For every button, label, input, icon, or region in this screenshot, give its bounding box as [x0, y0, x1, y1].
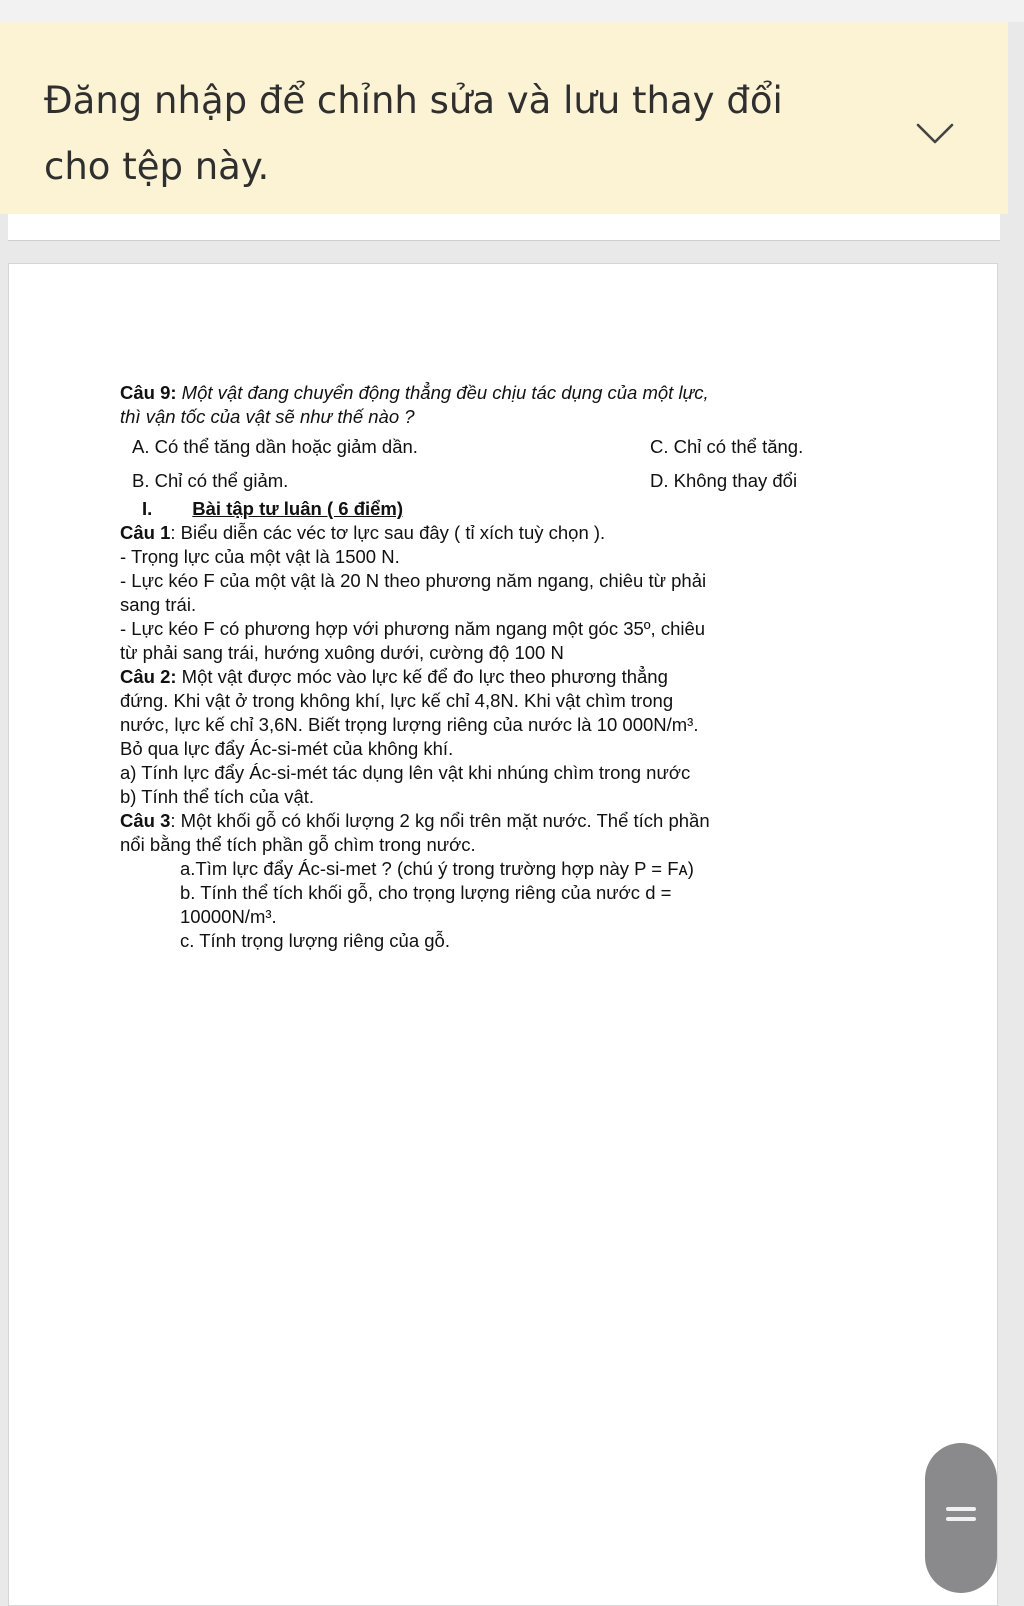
q9-line-1: [120, 381, 880, 405]
section-number: I.: [142, 498, 153, 519]
q9-option-b: B. Chỉ có thể giảm.: [132, 470, 289, 491]
chevron-down-icon[interactable]: [912, 118, 958, 148]
c2-line-5: a) Tính lực đẩy Ác-si-mét tác dụng lên vật khi nhúng chìm trong nước: [120, 762, 691, 783]
c3-item-a: a.Tìm lực đẩy Ác-si-met ? (chú ý trong trường hợp này P = Fᴀ): [180, 858, 694, 879]
q9-text-2: thì vận tốc của vật sẽ như thế nào ?: [120, 406, 415, 427]
scroll-handle[interactable]: [925, 1443, 997, 1593]
c3-line-1: [120, 809, 880, 833]
q9-options-row-2: [120, 463, 880, 497]
c1-heading: [120, 521, 880, 545]
login-banner[interactable]: [0, 22, 1008, 214]
c2-line-3: nước, lực kế chỉ 3,6N. Biết trọng lượng riêng của nước là 10 000N/m³.: [120, 714, 699, 735]
c2-line-1: [120, 665, 880, 689]
q9-option-c: C. Chỉ có thể tăng.: [650, 436, 804, 457]
c1-text: : Biểu diễn các véc tơ lực sau đây ( tỉ xích tuỳ chọn ).: [170, 522, 606, 543]
c3-item-c: c. Tính trọng lượng riêng của gỗ.: [180, 930, 450, 951]
c2-line-4: Bỏ qua lực đẩy Ác-si-mét của không khí.: [120, 738, 454, 759]
q9-option-d: D. Không thay đổi: [650, 470, 798, 491]
c1-item-4: - Lực kéo F có phương hợp với phương năm ngang một góc 35º, chiêu: [120, 618, 706, 639]
c3-label: Câu 3: [120, 810, 171, 831]
c3-line-2: nổi bằng thể tích phần gỗ chìm trong nước.: [120, 834, 476, 855]
c1-item-3: sang trái.: [120, 594, 197, 615]
q9-line-2: [120, 405, 880, 429]
c3-item-b-cont: 10000N/m³.: [180, 906, 277, 927]
c2-line-6: b) Tính thể tích của vật.: [120, 786, 315, 807]
c2-label: Câu 2:: [120, 666, 177, 687]
c1-item-1: - Trọng lực của một vật là 1500 N.: [120, 546, 400, 567]
q9-option-a: A. Có thể tăng dần hoặc giảm dần.: [132, 436, 418, 457]
q9-label: Câu 9:: [120, 382, 177, 403]
c2-text-1: Một vật được móc vào lực kế để đo lực theo phương thẳng: [176, 666, 668, 687]
banner-message: [44, 68, 804, 200]
c2-line-2: đứng. Khi vật ở trong không khí, lực kế chỉ 4,8N. Khi vật chìm trong: [120, 690, 674, 711]
c1-item-2: - Lực kéo F của một vật là 20 N theo phương năm ngang, chiêu từ phải: [120, 570, 707, 591]
c3-item-b: b. Tính thể tích khối gỗ, cho trọng lượng riêng của nước d =: [180, 882, 672, 903]
q9-text-1: Một vật đang chuyển động thẳng đều chịu tác dụng của một lực,: [176, 382, 709, 403]
c1-item-5: từ phải sang trái, hướng xuông dưới, cường độ 100 N: [120, 642, 564, 663]
top-bar: [0, 0, 1024, 22]
document-content: [120, 381, 880, 953]
banner-line-1: Đăng nhập để chỉnh sửa và lưu thay đổi: [44, 79, 783, 122]
q9-options-row-1: [120, 429, 880, 463]
c1-label: Câu 1: [120, 522, 171, 543]
section-heading: [120, 497, 880, 521]
section-title: Bài tập tư luân ( 6 điểm): [192, 498, 404, 519]
banner-line-2: cho tệp này.: [44, 145, 270, 188]
c3-text-1: : Một khối gỗ có khối lượng 2 kg nổi trên mặt nước. Thể tích phần: [170, 810, 710, 831]
page-strip: [8, 214, 1000, 241]
